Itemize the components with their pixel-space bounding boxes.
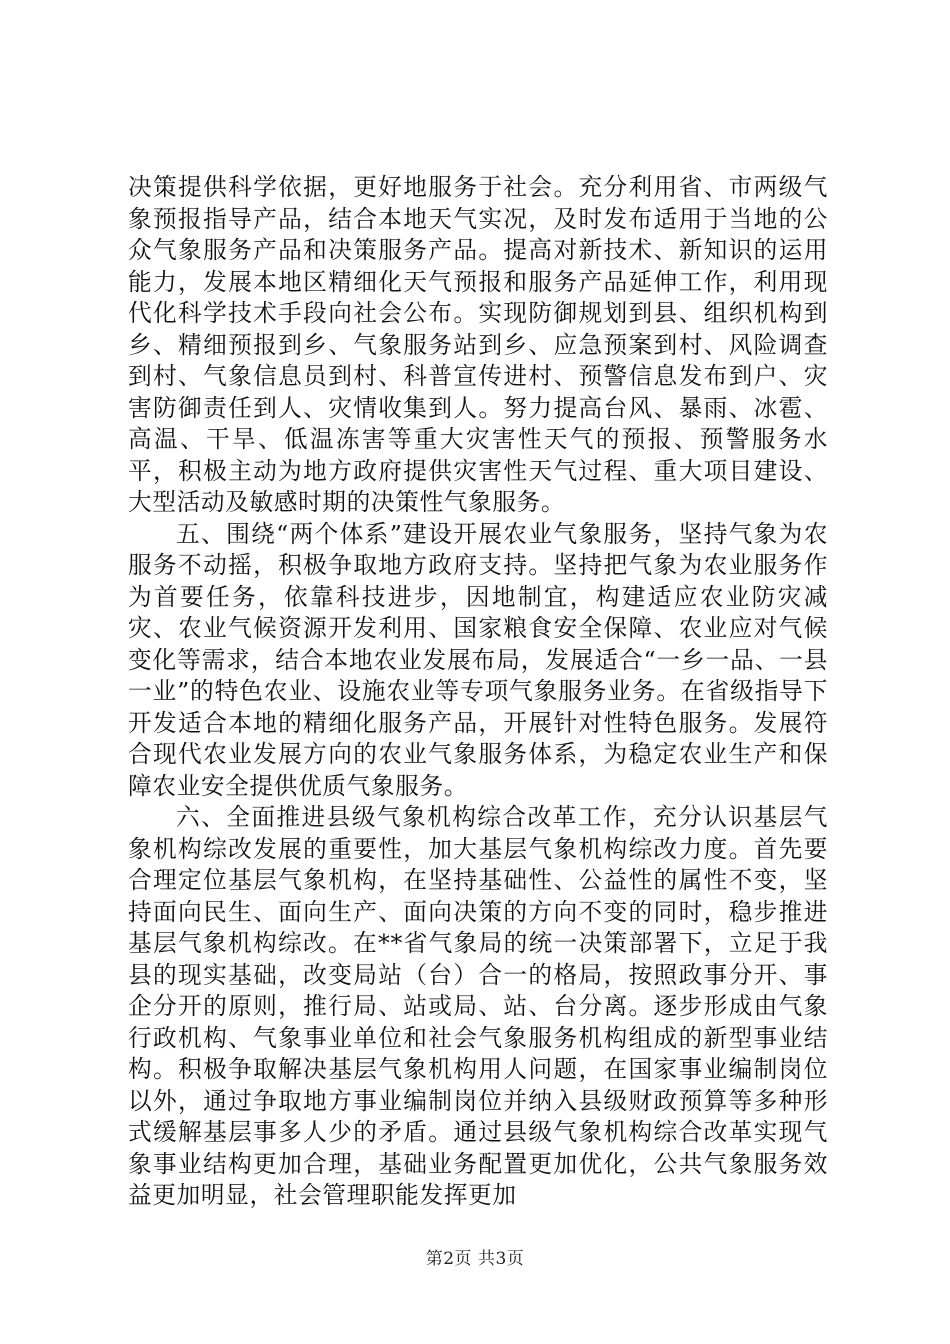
- page-number-footer: 第2页 共3页: [425, 1249, 525, 1269]
- document-body: [128, 172, 828, 1212]
- paragraph-section-six: 六、全面推进县级气象机构综合改革工作，充分认识基层气象机构综改发展的重要性，加大基层气象机构综改力度。首先要合理定位基层气象机构，在坚持基础性、公益性的属性不变，坚持面向民生、面向生产、面向决策的方向不变的同时，稳步推进基层气象机构综改。在**省气象局的统一决策部署下，立足于我县的现实基础，改变局站（台）合一的格局，按照政事分开、事企分开的原则，推行局、站或局、站、台分离。逐步形成由气象行政机构、气象事业单位和社会气象服务机构组成的新型事业结构。积极争取解决基层气象机构用人问题，在国家事业编制岗位以外，通过争取地方事业编制岗位并纳入县级财政预算等多种形式缓解基层事多人少的矛盾。通过县级气象机构综合改革实现气象事业结构更加合理，基础业务配置更加优化，公共气象服务效益更加明显，社会管理职能发挥更加: [128, 803, 828, 1209]
- paragraph-continuation: 决策提供科学依据，更好地服务于社会。充分利用省、市两级气象预报指导产品，结合本地天气实况，及时发布适用于当地的公众气象服务产品和决策服务产品。提高对新技术、新知识的运用能力，发展本地区精细化天气预报和服务产品延伸工作，利用现代化科学技术手段向社会公布。实现防御规划到县、组织机构到乡、精细预报到乡、气象服务站到乡、应急预案到村、风险调查到村、气象信息员到村、科普宣传进村、预警信息发布到户、灾害防御责任到人、灾情收集到人。努力提高台风、暴雨、冰雹、高温、干旱、低温冻害等重大灾害性天气的预报、预警服务水平，积极主动为地方政府提供灾害性天气过程、重大项目建设、大型活动及敏感时期的决策性气象服务。: [128, 173, 828, 516]
- paragraph-section-five: 五、围绕“两个体系”建设开展农业气象服务，坚持气象为农服务不动摇，积极争取地方政府支持。坚持把气象为农业服务作为首要任务，依靠科技进步，因地制宜，构建适应农业防灾减灾、农业气候资源开发利用、国家粮食安全保障、农业应对气候变化等需求，结合本地农业发展布局，发展适合“一乡一品、一县一业”的特色农业、设施农业等专项气象服务业务。在省级指导下开发适合本地的精细化服务产品，开展针对性特色服务。发展符合现代农业发展方向的农业气象服务体系，为稳定农业生产和保障农业安全提供优质气象服务。: [128, 519, 828, 800]
